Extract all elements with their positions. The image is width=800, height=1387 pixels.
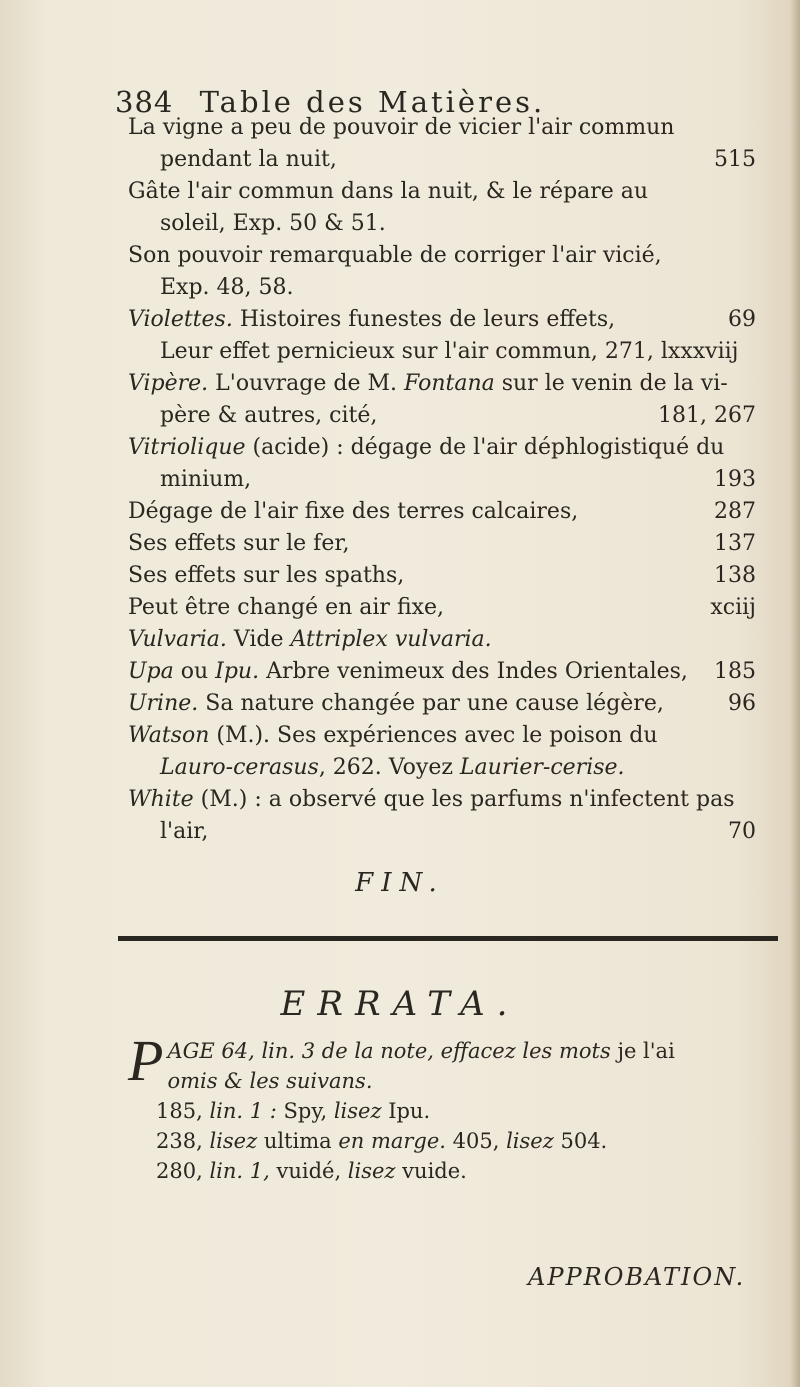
lisez-label: lisez — [209, 1129, 258, 1153]
errata-line: omis & les suivans. — [167, 1069, 373, 1093]
entry-heading-alt: Ipu. — [215, 659, 260, 684]
entry-text: pendant la nuit, — [160, 147, 337, 172]
entry-text: Vide — [226, 627, 291, 652]
page-reference: 69 — [728, 307, 756, 332]
page-reference: xciij — [710, 595, 756, 620]
entry-text: père & autres, cité, — [160, 403, 378, 428]
line-ref: lin. 1 : — [209, 1099, 284, 1123]
horizontal-rule — [118, 936, 778, 941]
entry-heading: Urine. — [128, 691, 199, 716]
entry-heading: Vulvaria. — [128, 627, 227, 652]
cross-reference: Lauro-cerasus — [160, 755, 319, 780]
page-reference: 137 — [714, 531, 756, 556]
index-entry-vulvaria — [128, 624, 756, 656]
entry-continuation — [160, 272, 756, 304]
page-reference: 70 — [728, 819, 756, 844]
entry-text: soleil, Exp. 50 & 51. — [160, 211, 386, 236]
errata-text: Ipu. — [381, 1099, 431, 1123]
index-entry-upa — [128, 656, 756, 688]
page-reference: 138 — [714, 563, 756, 588]
index-subentry-degage — [128, 496, 756, 528]
drop-cap: P — [128, 1028, 164, 1093]
index-entry-vipere — [128, 368, 756, 400]
errata-title: ERRATA. — [280, 984, 520, 1024]
entry-text: minium, — [160, 467, 252, 492]
lisez-label: lisez — [506, 1129, 554, 1153]
line-ref: lin. 1, — [209, 1159, 277, 1183]
entry-text: Arbre venimeux des Indes Orientales, — [259, 659, 688, 684]
errata-text: ultima — [257, 1129, 339, 1153]
errata-text: je l'ai — [610, 1039, 675, 1063]
index-entry-vigne — [128, 112, 756, 144]
entry-text: Dégage de l'air fixe des terres calcaires, — [128, 499, 579, 524]
entry-continuation — [160, 464, 756, 496]
entry-text: L'ouvrage de M. — [208, 371, 405, 396]
entry-text: Exp. 48, 58. — [160, 275, 294, 300]
page-reference: 181, 267 — [658, 403, 756, 428]
entry-continuation — [160, 752, 756, 784]
entry-continuation — [160, 208, 756, 240]
lisez-label: lisez — [333, 1099, 382, 1123]
entry-text: , 262. Voyez — [318, 755, 460, 780]
index-entry-violettes — [128, 304, 756, 336]
entry-heading: Vipère. — [128, 371, 209, 396]
page-edge-shadow — [790, 0, 800, 1387]
entry-text: (M.) : a observé que les parfums n'infectent pas — [193, 787, 735, 812]
margin-note: en marge. — [338, 1129, 446, 1153]
catchword: APPROBATION. — [528, 1263, 746, 1291]
entry-text: Sa nature changée par une cause légère, — [198, 691, 664, 716]
errata-item — [128, 1096, 768, 1126]
index-subentry-peut — [128, 592, 756, 624]
running-title: Table des Matières. — [199, 85, 546, 119]
cross-reference: Attriplex vulvaria. — [290, 627, 492, 652]
index-subentry-son — [128, 240, 756, 272]
index-entry-white — [128, 784, 756, 816]
errata-text: vuide. — [395, 1159, 467, 1183]
entry-text: Leur effet pernicieux sur l'air commun, 271, lxxxviij — [160, 339, 739, 364]
entry-text: Peut être changé en air fixe, — [128, 595, 445, 620]
page-reference: 185 — [714, 659, 756, 684]
entry-text: (acide) : dégage de l'air déphlogistiqué du — [245, 435, 725, 460]
entry-continuation — [160, 400, 756, 432]
entry-text: l'air, — [160, 819, 209, 844]
entry-text: Ses effets sur les spaths, — [128, 563, 405, 588]
entry-heading: Vitriolique — [128, 435, 246, 460]
page-number-ref: 185, — [156, 1099, 210, 1123]
index-subentry-gate — [128, 176, 756, 208]
errata-text: 504. — [553, 1129, 608, 1153]
index-entry-vitriolique — [128, 432, 756, 464]
entry-heading: White — [128, 787, 194, 812]
errata-text: vuidé, — [276, 1159, 348, 1183]
index-entry-watson — [128, 720, 756, 752]
index-entry-urine — [128, 688, 756, 720]
errata-item — [128, 1126, 768, 1156]
page-reference: 96 — [728, 691, 756, 716]
entry-heading: Violettes. — [128, 307, 233, 332]
page-reference: 515 — [714, 147, 756, 172]
entry-text: (M.). Ses expériences avec le poison du — [209, 723, 658, 748]
index-subentry-spaths — [128, 560, 756, 592]
errata-line: AGE 64, lin. 3 de la note, effacez les mots — [167, 1039, 611, 1063]
entry-text: Ses effets sur le fer, — [128, 531, 350, 556]
author-name: Fontana — [404, 371, 495, 396]
entry-line: Son pouvoir remarquable de corriger l'air vicié, — [128, 243, 662, 268]
cross-reference: Laurier-cerise. — [459, 755, 625, 780]
page-number-ref: 238, — [156, 1129, 210, 1153]
errata-text: Spy, — [283, 1099, 334, 1123]
entry-line: Gâte l'air commun dans la nuit, & le répare au — [128, 179, 649, 204]
page-number: 384 — [115, 85, 174, 119]
page-reference: 193 — [714, 467, 756, 492]
index-subentry-fer — [128, 528, 756, 560]
errata-item — [128, 1156, 768, 1186]
entry-line: La vigne a peu de pouvoir de vicier l'air commun — [128, 115, 675, 140]
page-reference: 287 — [714, 499, 756, 524]
index-subentry-leur-effet — [160, 336, 756, 368]
entry-text: sur le venin de la vi- — [494, 371, 728, 396]
entry-text: Histoires funestes de leurs effets, — [232, 307, 616, 332]
entry-heading: Upa — [128, 659, 174, 684]
entry-continuation — [160, 144, 756, 176]
entry-continuation — [160, 816, 756, 848]
fin-marker: FIN. — [355, 868, 445, 898]
entry-heading: Watson — [128, 723, 210, 748]
page-number-ref: 405, — [445, 1129, 507, 1153]
entry-text: ou — [173, 659, 216, 684]
errata-body — [128, 1028, 768, 1186]
page-number-ref: 280, — [156, 1159, 210, 1183]
lisez-label: lisez — [347, 1159, 396, 1183]
